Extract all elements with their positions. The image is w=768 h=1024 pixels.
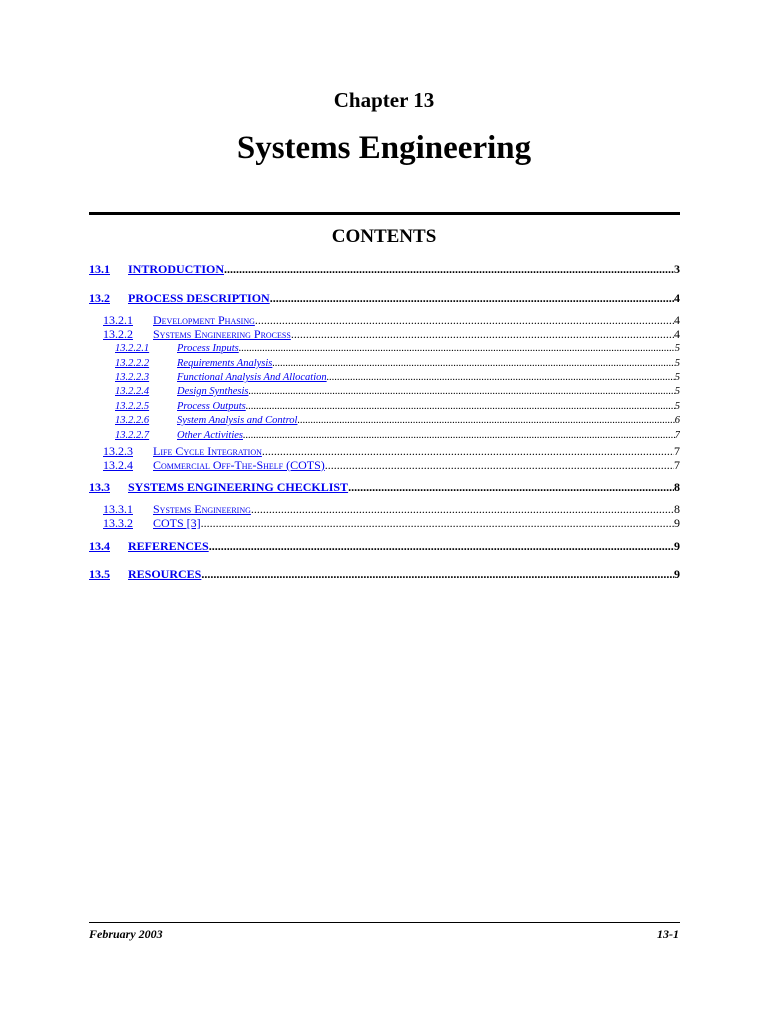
chapter-label: Chapter 13 xyxy=(333,88,435,112)
toc-entry-title[interactable]: COTS [3] xyxy=(153,516,201,530)
toc-entry-title[interactable]: Process Outputs xyxy=(177,401,246,412)
toc-entry-title[interactable]: Life Cycle Integration xyxy=(153,444,262,458)
toc-entry-page: 8 xyxy=(674,480,680,494)
toc-entry-page: 5 xyxy=(674,343,680,354)
toc-entry-number[interactable]: 13.2.2.7 xyxy=(115,430,150,441)
toc-entry-page: 7 xyxy=(674,444,680,458)
toc-entry-title[interactable]: Other Activities xyxy=(177,430,243,441)
toc-entry[interactable] xyxy=(89,343,680,354)
footer-page-number: 13-1 xyxy=(657,927,679,941)
toc-leader-dots xyxy=(262,444,674,459)
toc-entry-title[interactable]: Commercial Off-The-Shelf (COTS) xyxy=(153,458,325,472)
toc-entry-page: 9 xyxy=(674,516,680,530)
toc-entry[interactable] xyxy=(89,480,680,495)
toc-entry[interactable] xyxy=(89,291,680,306)
footer-date: February 2003 xyxy=(89,927,163,941)
toc-entry-number[interactable]: 13.2.2.2 xyxy=(115,358,150,369)
toc-entry-number[interactable]: 13.2 xyxy=(89,291,110,305)
toc-leader-dots xyxy=(291,327,674,342)
toc-entry[interactable] xyxy=(89,386,680,397)
contents-heading: CONTENTS xyxy=(331,226,437,247)
toc-entry-title[interactable]: REFERENCES xyxy=(128,539,209,553)
toc-leader-dots xyxy=(201,567,674,582)
toc-leader-dots xyxy=(201,516,674,531)
toc-leader-dots xyxy=(239,343,675,354)
toc-entry[interactable] xyxy=(89,262,680,277)
toc-entry[interactable] xyxy=(89,539,680,554)
toc-entry-page: 6 xyxy=(674,415,680,426)
toc-entry-title[interactable]: SYSTEMS ENGINEERING CHECKLIST xyxy=(128,480,349,494)
toc-entry-page: 5 xyxy=(674,358,680,369)
toc-entry-number[interactable]: 13.1 xyxy=(89,262,110,276)
toc-entry[interactable] xyxy=(89,372,680,383)
toc-entry[interactable] xyxy=(89,313,680,328)
toc-entry-page: 3 xyxy=(674,262,680,276)
toc-entry-page: 9 xyxy=(674,539,680,553)
toc-entry-page: 7 xyxy=(674,430,680,441)
toc-entry[interactable] xyxy=(89,567,680,582)
toc-entry[interactable] xyxy=(89,358,680,369)
toc-entry-number[interactable]: 13.2.1 xyxy=(103,313,133,327)
toc-entry-number[interactable]: 13.2.2.3 xyxy=(115,372,150,383)
toc-entry-page: 5 xyxy=(674,386,680,397)
toc-leader-dots xyxy=(243,430,675,441)
toc-leader-dots xyxy=(224,262,674,277)
toc-leader-dots xyxy=(251,502,674,517)
toc-entry-number[interactable]: 13.3.1 xyxy=(103,502,133,516)
chapter-title: Systems Engineering xyxy=(236,130,532,166)
toc-entry-title[interactable]: Systems Engineering Process xyxy=(153,327,291,341)
toc-entry-number[interactable]: 13.2.2.5 xyxy=(115,401,150,412)
toc-leader-dots xyxy=(270,291,674,306)
toc-entry-number[interactable]: 13.2.2 xyxy=(103,327,133,341)
toc-entry-number[interactable]: 13.3 xyxy=(89,480,110,494)
toc-entry[interactable] xyxy=(89,401,680,412)
toc-leader-dots xyxy=(255,313,674,328)
toc-entry[interactable] xyxy=(89,444,680,459)
toc-leader-dots xyxy=(272,358,674,369)
toc-entry-page: 4 xyxy=(674,327,680,341)
toc-entry-page: 7 xyxy=(674,458,680,472)
toc-leader-dots xyxy=(248,386,674,397)
toc-entry-title[interactable]: Systems Engineering xyxy=(153,502,251,516)
toc-entry-page: 5 xyxy=(674,401,680,412)
toc-entry[interactable] xyxy=(89,415,680,426)
toc-entry-title[interactable]: RESOURCES xyxy=(128,567,202,581)
toc-entry-title[interactable]: INTRODUCTION xyxy=(128,262,225,276)
toc-entry-number[interactable]: 13.2.2.1 xyxy=(115,343,150,354)
toc-entry-page: 4 xyxy=(674,291,680,305)
toc-entry-number[interactable]: 13.4 xyxy=(89,539,110,553)
toc-entry-number[interactable]: 13.2.2.4 xyxy=(115,386,150,397)
toc-entry[interactable] xyxy=(89,458,680,473)
toc-entry-number[interactable]: 13.2.3 xyxy=(103,444,133,458)
toc-entry-page: 4 xyxy=(674,313,680,327)
toc-entry[interactable] xyxy=(89,502,680,517)
toc-leader-dots xyxy=(327,372,675,383)
toc-leader-dots xyxy=(246,401,675,412)
toc-leader-dots xyxy=(297,415,674,426)
toc-entry-page: 8 xyxy=(674,502,680,516)
toc-leader-dots xyxy=(209,539,674,554)
toc-leader-dots xyxy=(325,458,674,473)
toc-entry[interactable] xyxy=(89,516,680,531)
toc-entry[interactable] xyxy=(89,327,680,342)
toc-entry-title[interactable]: System Analysis and Control xyxy=(177,415,298,426)
toc-entry-page: 5 xyxy=(674,372,680,383)
toc-entry-title[interactable]: Functional Analysis And Allocation xyxy=(177,372,327,383)
toc-entry-title[interactable]: Development Phasing xyxy=(153,313,255,327)
toc-entry-title[interactable]: Design Synthesis xyxy=(177,386,249,397)
toc-entry-title[interactable]: Requirements Analysis xyxy=(177,358,273,369)
toc-leader-dots xyxy=(348,480,674,495)
toc-entry-number[interactable]: 13.2.2.6 xyxy=(115,415,150,426)
toc-entry-number[interactable]: 13.5 xyxy=(89,567,110,581)
toc-entry[interactable] xyxy=(89,430,680,441)
footer-divider xyxy=(89,922,680,923)
toc-entry-number[interactable]: 13.3.2 xyxy=(103,516,133,530)
toc-entry-title[interactable]: PROCESS DESCRIPTION xyxy=(128,291,270,305)
title-divider xyxy=(89,212,680,215)
toc-entry-number[interactable]: 13.2.4 xyxy=(103,458,133,472)
toc-entry-title[interactable]: Process Inputs xyxy=(177,343,239,354)
toc-entry-page: 9 xyxy=(674,567,680,581)
